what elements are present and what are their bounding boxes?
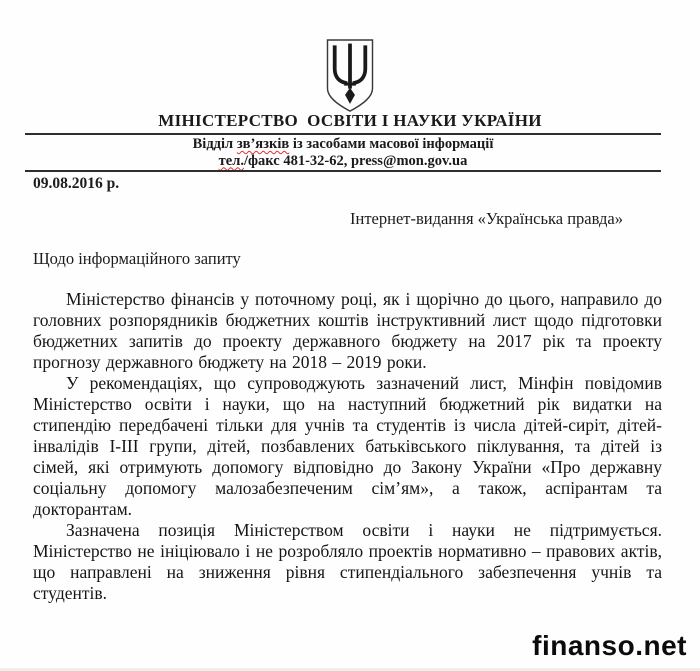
letter-body — [33, 289, 662, 604]
body-paragraph-1: Міністерство фінансів у поточному році, як і щорічно до цього, направило до головних розпорядників бюджетних коштів інструктивний лист щодо підготовки бюджетних запитів до проекту державного бюджету на 2017 рік та проекту прогнозу державного бюджету на 2018 – 2019 роки. — [33, 289, 662, 372]
body-paragraph-2: У рекомендаціях, що супроводжують зазначений лист, Мінфін повідомив Міністерство освіти і науки, що на наступний бюджетний рік видатки на стипендію передбачені тільки для учнів та студентів із числа дітей-сиріт, дітей-інвалідів І-ІІІ групи, дітей, позбавлених батьківського піклування, та дітей із сімей, які отримують допомогу відповідно до Закону України «Про державну соціальну допомогу малозабезпеченим сім’ям», а також, аспірантам та докторантам. — [33, 373, 662, 519]
department-line — [25, 136, 661, 153]
contact-misspelled-word: тел. — [218, 152, 244, 169]
ministry-title: МІНІСТЕРСТВО ОСВІТИ І НАУКИ УКРАЇНИ — [158, 111, 542, 130]
header-divider-top — [25, 133, 661, 135]
document-date: 09.08.2016 р. — [33, 175, 120, 192]
department-misspelled-word: зв’язків — [236, 136, 290, 152]
ukraine-trident-icon — [0, 38, 700, 114]
subject-line: Щодо інформаційного запиту — [33, 249, 241, 268]
body-paragraph-3: Зазначена позиція Міністерством освіти і науки не підтримується. Міністерство не ініціювало і не розробляло проектів нормативно – правових актів, що направлені на зниження рівня стипендіального забезпечення учнів та студентів. — [33, 520, 662, 603]
header-divider-bottom — [25, 170, 661, 172]
contact-text-after: /факс 481-32-62, press@mon.gov.ua — [243, 152, 468, 169]
addressee-line: Інтернет-видання «Українська правда» — [350, 209, 623, 228]
department-text-before: Відділ — [192, 136, 237, 152]
department-text-after: із засобами масової інформації — [289, 136, 494, 152]
contact-line — [25, 153, 661, 170]
watermark-finanso-net: finanso.net — [532, 630, 687, 661]
